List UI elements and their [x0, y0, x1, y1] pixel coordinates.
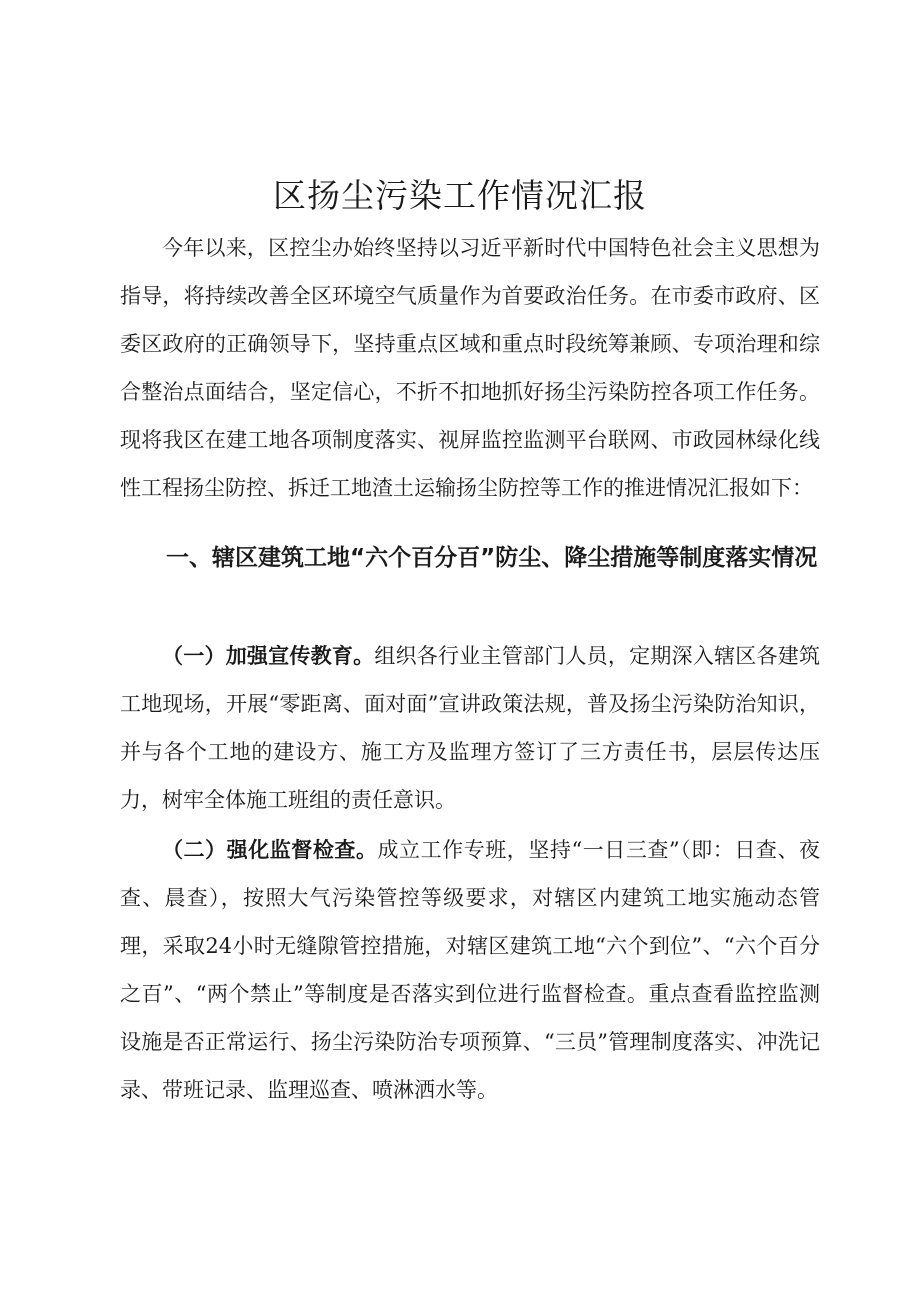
subsection-lead-1: （一）加强宣传教育。	[162, 644, 375, 668]
subsection-paragraph-1	[120, 632, 820, 824]
subsection-text-2: 成立工作专班，坚持“一日三查”（即：日查、夜查、晨查），按照大气污染管控等级要求，对辖区内建筑工地实施动态管理，采取24小时无缝隙管控措施，对辖区建筑工地“六个到位”、“六个百分之百”、“两个禁止”等制度是否落实到位进行监督检查。重点查看监控监测设施是否正常运行、扬尘污染防治专项预算、“三员”管理制度落实、冲洗记录、带班记录、监理巡查、喷淋洒水等。	[120, 838, 820, 1102]
subsection-lead-2: （二）强化监督检查。	[162, 838, 378, 862]
subsection-paragraph-2	[120, 826, 820, 1114]
subsection-text-1: 组织各行业主管部门人员，定期深入辖区各建筑工地现场，开展“零距离、面对面”宣讲政策法规，普及扬尘污染防治知识，并与各个工地的建设方、施工方及监理方签订了三方责任书，层层传达压力，树牢全体施工班组的责任意识。	[120, 644, 821, 812]
document-title: 区扬尘污染工作情况汇报	[273, 176, 647, 215]
section-heading: 一、辖区建筑工地“六个百分百”防尘、降尘措施等制度落实情况	[166, 545, 818, 571]
intro-paragraph: 今年以来，区控尘办始终坚持以习近平新时代中国特色社会主义思想为指导，将持续改善全区环境空气质量作为首要政治任务。在市委市政府、区委区政府的正确领导下，坚持重点区域和重点时段统筹兼顾、专项治理和综合整治点面结合，坚定信心，不折不扣地抓好扬尘污染防控各项工作任务。现将我区在建工地各项制度落实、视屏监控监测平台联网、市政园林绿化线性工程扬尘防控、拆迁工地渣土运输扬尘防控等工作的推进情况汇报如下：	[120, 236, 820, 500]
